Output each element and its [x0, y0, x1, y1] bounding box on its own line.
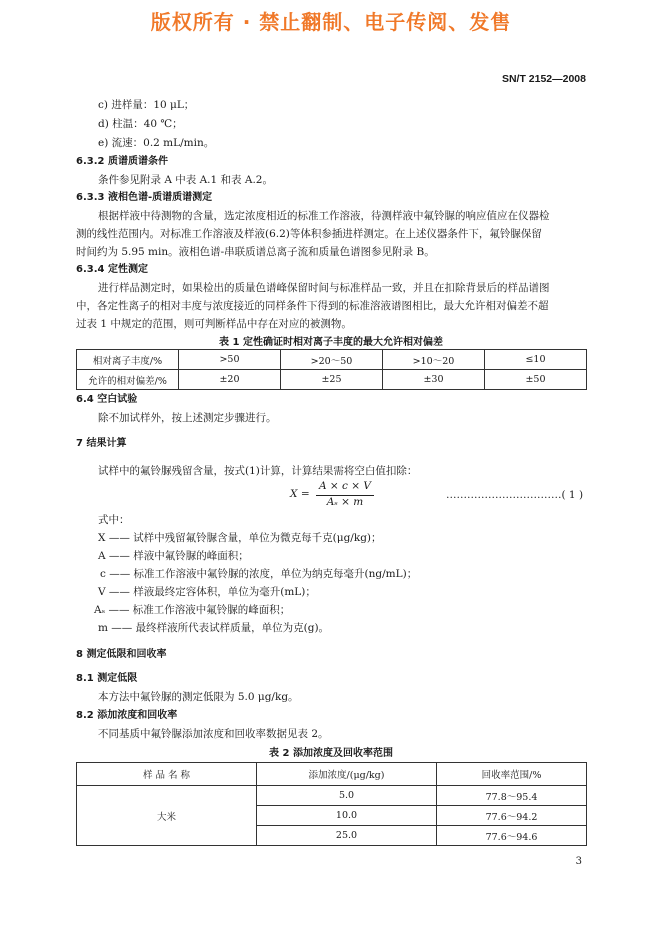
formula-label: ……………………………( 1 ) — [446, 489, 584, 501]
list-item: d) 柱温：40 ℃； — [98, 118, 183, 130]
table-cell: 相对离子丰度/% — [77, 350, 179, 370]
table-cell: >50 — [179, 350, 281, 370]
table-cell: 77.8～95.4 — [437, 786, 587, 806]
table-cell: ±50 — [485, 370, 587, 390]
watermark: 版权所有 · 禁止翻制、电子传阅、发售 — [150, 10, 512, 34]
paragraph-line: 除不加试样外，按上述测定步骤进行。 — [98, 412, 277, 424]
table-cell: >10～20 — [383, 350, 485, 370]
formula-numerator: A × c × V — [319, 480, 371, 492]
table-cell: 允许的相对偏差/% — [77, 370, 179, 390]
definition-line: A —— 样液中氟铃脲的峰面积； — [98, 550, 249, 562]
list-item: c) 进样量：10 μL； — [98, 99, 195, 111]
table-header: 样 品 名 称 — [77, 763, 257, 786]
list-item: e) 流速：0.2 mL/min。 — [98, 137, 215, 149]
paragraph-line: 中，各定性离子的相对丰度与浓度接近的同样条件下得到的标准溶液谱图相比，最大允许相对偏差不超 — [76, 300, 549, 312]
paragraph-line: 试样中的氟铃脲残留含量，按式(1)计算，计算结果需将空白值扣除： — [98, 465, 418, 477]
section-heading: 8.2 添加浓度和回收率 — [76, 710, 178, 721]
table1 — [76, 349, 587, 390]
table-cell: 5.0 — [257, 786, 437, 806]
paragraph-line: 进行样品测定时，如果检出的质量色谱峰保留时间与标准样品一致，并且在扣除背景后的样品谱图 — [98, 282, 550, 294]
table-cell: 25.0 — [257, 826, 437, 846]
table-cell: ±20 — [179, 370, 281, 390]
formula-lhs: X = — [290, 488, 310, 500]
table-cell: ±25 — [281, 370, 383, 390]
definition-line: V —— 样液最终定容体积，单位为毫升(mL)； — [98, 586, 316, 598]
table-row — [77, 350, 587, 370]
table-header: 添加浓度/(μg/kg) — [257, 763, 437, 786]
section-heading: 8.1 测定低限 — [76, 673, 138, 684]
section-heading: 7 结果计算 — [76, 438, 127, 449]
table2-caption: 表 2 添加浓度及回收率范围 — [269, 748, 393, 759]
definition-line: X —— 试样中残留氟铃脲含量，单位为微克每千克(μg/kg)； — [98, 532, 382, 544]
page-number: 3 — [575, 856, 582, 867]
table-row — [77, 786, 587, 806]
definition-line: m —— 最终样液所代表试样质量，单位为克(g)。 — [98, 622, 330, 634]
section-heading: 6.3.2 质谱质谱条件 — [76, 156, 168, 167]
table-row — [77, 370, 587, 390]
paragraph-line: 过表 1 中规定的范围，则可判断样品中存在对应的被测物。 — [76, 318, 352, 330]
table-cell: ±30 — [383, 370, 485, 390]
table-cell: ≤10 — [485, 350, 587, 370]
paragraph-line: 不同基质中氟铃脲添加浓度和回收率数据见表 2。 — [98, 728, 329, 740]
table-cell: 77.6～94.2 — [437, 806, 587, 826]
table-header: 回收率范围/% — [437, 763, 587, 786]
paragraph-line: 根据样液中待测物的含量，选定浓度相近的标准工作溶液，待测样液中氟铃脲的响应值应在仪器检 — [98, 210, 550, 222]
table-cell: 77.6～94.6 — [437, 826, 587, 846]
table-cell: >20～50 — [281, 350, 383, 370]
paragraph-line: 时间约为 5.95 min。液相色谱-串联质谱总离子流和质量色谱图参见附录 B。 — [76, 246, 435, 258]
standard-number: SN/T 2152—2008 — [501, 73, 586, 85]
section-heading: 6.4 空白试验 — [76, 394, 138, 405]
definition-line: Aₛ —— 标准工作溶液中氟铃脲的峰面积； — [94, 604, 291, 616]
section-heading: 6.3.3 液相色谱-质谱质谱测定 — [76, 192, 213, 203]
paragraph-line: 条件参见附录 A 中表 A.1 和表 A.2。 — [98, 174, 273, 186]
paragraph-line: 本方法中氟铃脲的测定低限为 5.0 μg/kg。 — [98, 691, 299, 703]
table1-caption: 表 1 定性确证时相对离子丰度的最大允许相对偏差 — [219, 337, 443, 348]
table-header-row — [77, 763, 587, 786]
paragraph-line: 测的线性范围内。对标准工作溶液及样液(6.2)等体积参插进样测定。在上述仪器条件下，氟铃脲保留 — [76, 228, 542, 240]
table-cell: 大米 — [77, 786, 257, 846]
section-heading: 6.3.4 定性测定 — [76, 264, 148, 275]
table-cell: 10.0 — [257, 806, 437, 826]
section-heading: 8 测定低限和回收率 — [76, 649, 167, 660]
paragraph-line: 式中： — [98, 514, 130, 526]
formula-denominator: Aₛ × m — [326, 496, 364, 508]
definition-line: c —— 标准工作溶液中氟铃脲的浓度，单位为纳克每毫升(ng/mL)； — [100, 568, 418, 580]
table2 — [76, 762, 587, 846]
